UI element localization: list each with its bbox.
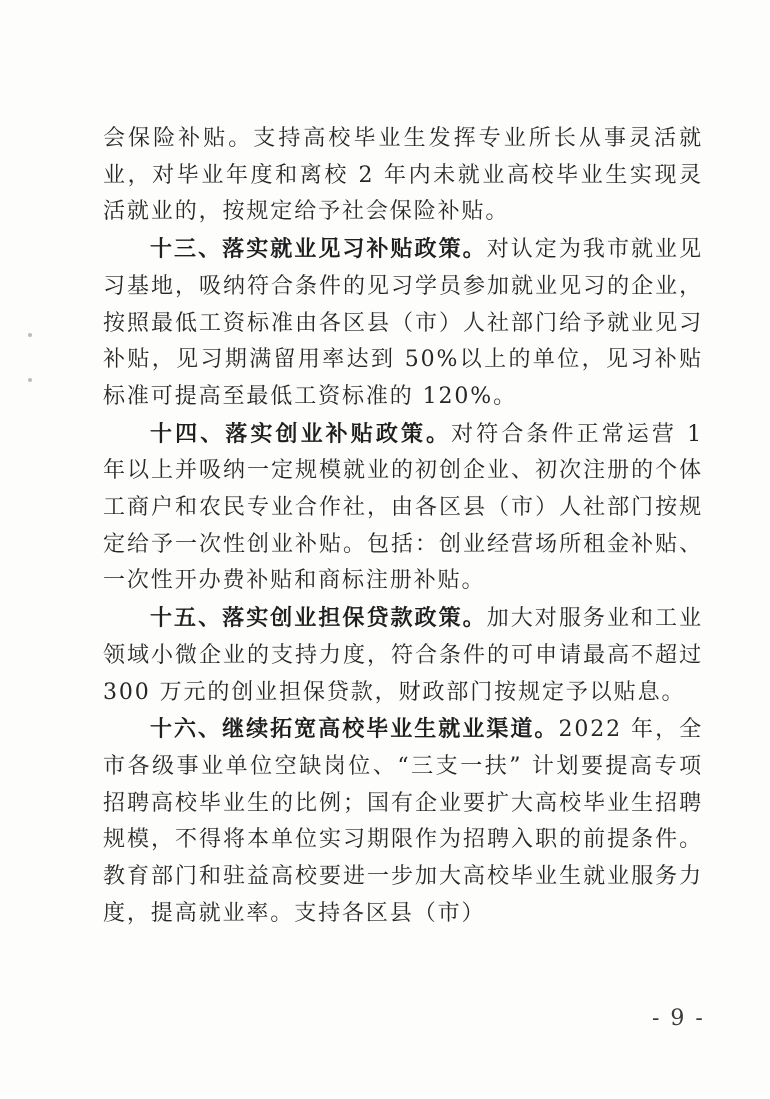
paragraph-section-14 (103, 416, 703, 601)
paragraph-text: 对认定为我市就业见习基地，吸纳符合条件的见习学员参加就业见习的企业，按照最低工资标准由各区县（市）人社部门给予就业见习补贴，见习期满留用率达到 50%以上的单位，见习补贴标准可提高至最低工资标准的 120%。 (103, 237, 703, 409)
section-heading: 十四、落实创业补贴政策。 (150, 420, 452, 447)
paragraph-section-13 (103, 231, 703, 416)
section-heading: 十三、落实就业见习补贴政策。 (150, 236, 487, 263)
paragraph-text: 加大对服务业和工业领域小微企业的支持力度，符合条件的可申请最高不超过 300 万元的创业担保贷款，财政部门按规定予以贴息。 (103, 606, 703, 705)
paragraph-text: 会保险补贴。支持高校毕业生发挥专业所长从事灵活就业，对毕业年度和离校 2 年内未就业高校毕业生实现灵活就业的，按规定给予社会保险补贴。 (103, 126, 703, 225)
section-heading: 十五、落实创业担保贷款政策。 (150, 605, 487, 632)
paragraph-section-16 (103, 711, 703, 932)
document-body (103, 121, 703, 932)
scan-margin-mark (28, 378, 32, 382)
paragraph-continuation (103, 121, 703, 231)
paragraph-section-15 (103, 600, 703, 711)
page-number: - 9 - (652, 1006, 705, 1031)
section-heading: 十六、继续拓宽高校毕业生就业渠道。 (150, 716, 559, 743)
paragraph-text: 对符合条件正常运营 1 年以上并吸纳一定规模就业的初创企业、初次注册的个体工商户和农民专业合作社，由各区县（市）人社部门按规定给予一次性创业补贴。包括：创业经营场所租金补贴、一次性开办费补贴和商标注册补贴。 (103, 421, 703, 594)
scan-margin-mark (28, 333, 32, 337)
paragraph-text: 2022 年，全市各级事业单位空缺岗位、“三支一扶” 计划要提高专项招聘高校毕业生的比例；国有企业要扩大高校毕业生招聘规模，不得将本单位实习期限作为招聘入职的前提条件。教育部门和驻益高校要进一步加大高校毕业生就业服务力度，提高就业率。支持各区县（市） (103, 717, 703, 926)
